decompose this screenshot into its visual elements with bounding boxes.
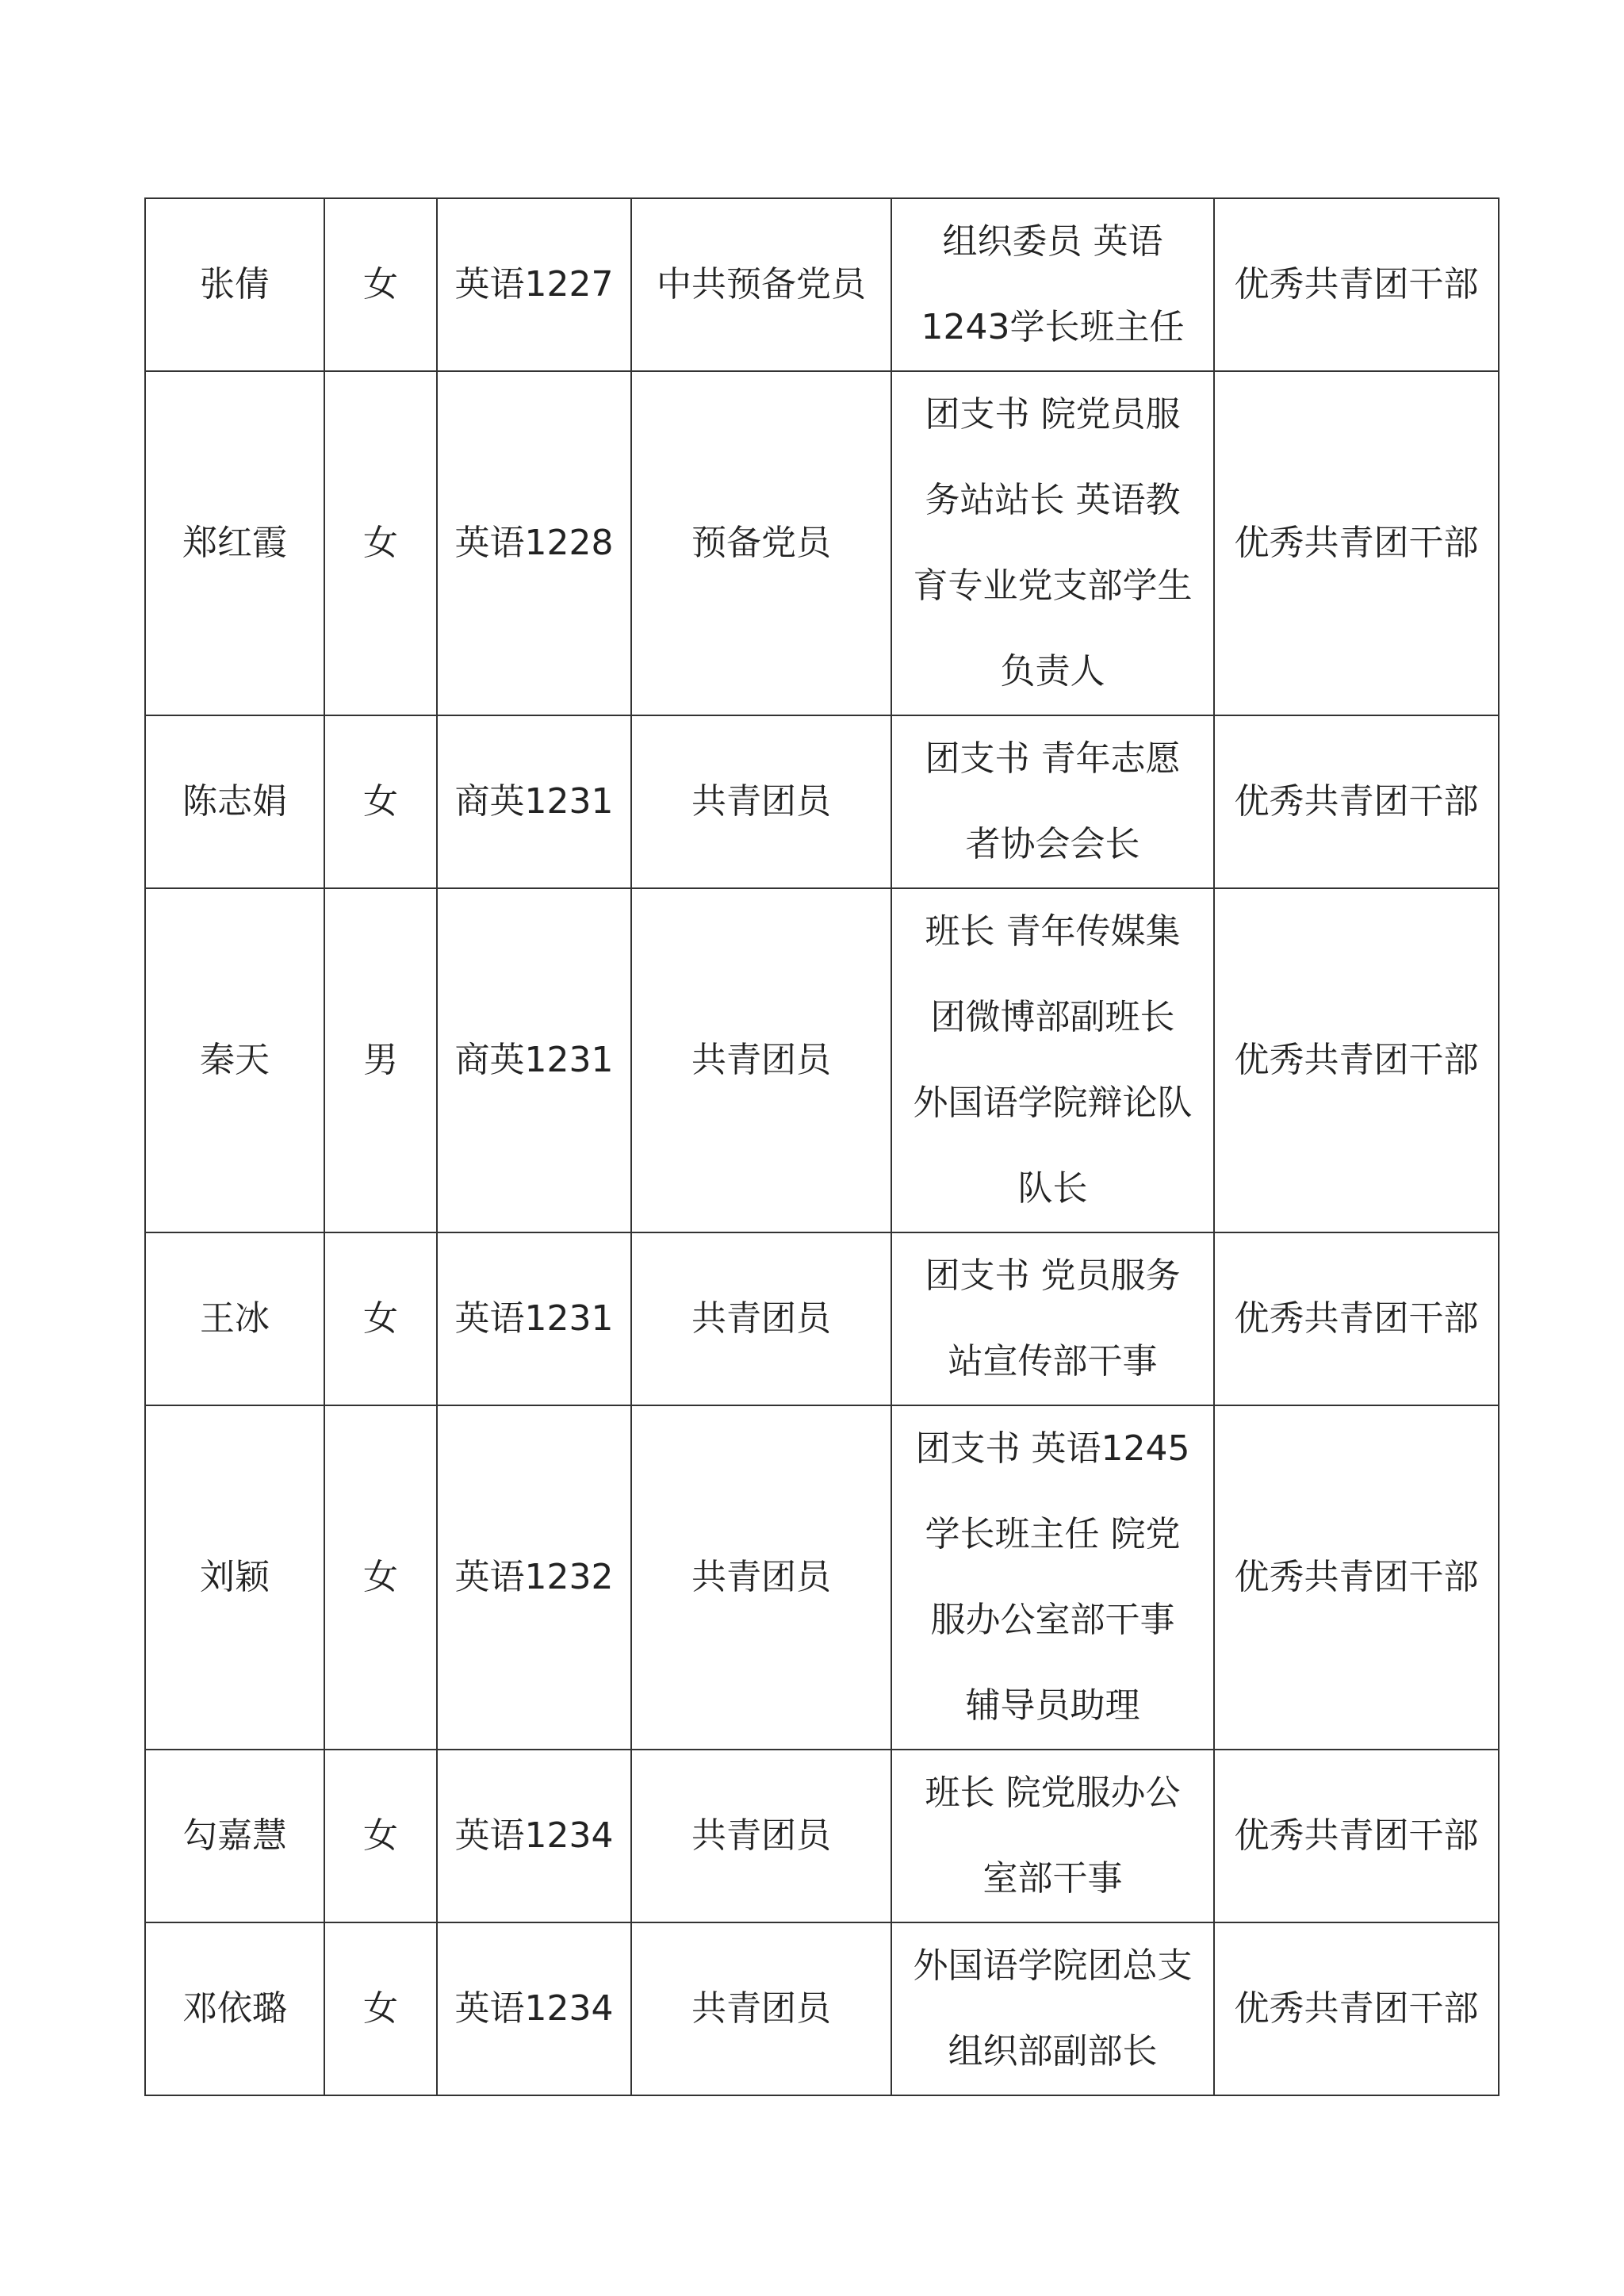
- name-cell: 刘颖: [145, 1405, 324, 1750]
- political-status-cell: 共青团员: [631, 1750, 891, 1922]
- award-roster-table: [144, 197, 1500, 2096]
- position-cell: [891, 1922, 1214, 2095]
- position-line: 外国语学院团总支: [913, 1945, 1193, 1986]
- table-row: [145, 1750, 1499, 1922]
- class-cell: 商英1231: [437, 888, 631, 1232]
- class-cell: 英语1228: [437, 371, 631, 715]
- gender-cell: 女: [324, 1405, 437, 1750]
- position-line: 务站站长 英语教: [925, 480, 1181, 520]
- position-cell: [891, 888, 1214, 1232]
- gender-cell: 女: [324, 1922, 437, 2095]
- table-row: [145, 715, 1499, 888]
- position-line: 团支书 院党员服: [925, 394, 1181, 435]
- position-line: 组织委员 英语: [942, 221, 1163, 262]
- name-cell: 王冰: [145, 1232, 324, 1405]
- political-status-cell: 共青团员: [631, 1922, 891, 2095]
- position-line: 团微博部副班长: [930, 997, 1175, 1037]
- position-cell: [891, 1405, 1214, 1750]
- gender-cell: 女: [324, 715, 437, 888]
- table-row: [145, 1232, 1499, 1405]
- name-cell: 郑红霞: [145, 371, 324, 715]
- gender-cell: 女: [324, 1232, 437, 1405]
- award-cell: 优秀共青团干部: [1214, 1405, 1499, 1750]
- class-cell: 英语1227: [437, 198, 631, 371]
- position-line: 班长 院党服办公: [925, 1773, 1181, 1813]
- position-cell: [891, 371, 1214, 715]
- political-status-cell: 共青团员: [631, 1405, 891, 1750]
- award-cell: 优秀共青团干部: [1214, 1750, 1499, 1922]
- name-cell: 陈志娟: [145, 715, 324, 888]
- position-line: 团支书 青年志愿: [925, 738, 1181, 779]
- position-line: 者协会会长: [965, 824, 1140, 864]
- name-cell: 张倩: [145, 198, 324, 371]
- position-line: 负责人: [1000, 651, 1105, 692]
- political-status-cell: 中共预备党员: [631, 198, 891, 371]
- class-cell: 英语1234: [437, 1922, 631, 2095]
- position-line: 室部干事: [982, 1858, 1123, 1899]
- position-cell: [891, 715, 1214, 888]
- position-line: 站宣传部干事: [948, 1341, 1158, 1382]
- table-row: [145, 371, 1499, 715]
- award-cell: 优秀共青团干部: [1214, 1922, 1499, 2095]
- position-line: 学长班主任 院党: [925, 1514, 1181, 1554]
- position-line: 组织部副部长: [948, 2031, 1158, 2072]
- position-line: 外国语学院辩论队: [913, 1083, 1193, 1123]
- position-line: 团支书 英语1245: [915, 1428, 1190, 1469]
- class-cell: 英语1232: [437, 1405, 631, 1750]
- position-line: 班长 青年传媒集: [925, 911, 1181, 952]
- table-row: [145, 888, 1499, 1232]
- position-cell: [891, 1750, 1214, 1922]
- gender-cell: 女: [324, 1750, 437, 1922]
- award-cell: 优秀共青团干部: [1214, 888, 1499, 1232]
- gender-cell: 女: [324, 371, 437, 715]
- table-row: [145, 1405, 1499, 1750]
- name-cell: 秦天: [145, 888, 324, 1232]
- position-cell: [891, 198, 1214, 371]
- class-cell: 英语1231: [437, 1232, 631, 1405]
- name-cell: 邓依璐: [145, 1922, 324, 2095]
- position-line: 1243学长班主任: [921, 307, 1185, 347]
- political-status-cell: 共青团员: [631, 888, 891, 1232]
- position-line: 辅导员助理: [965, 1685, 1140, 1726]
- position-line: 育专业党支部学生: [913, 565, 1193, 606]
- position-cell: [891, 1232, 1214, 1405]
- gender-cell: 男: [324, 888, 437, 1232]
- position-line: 服办公室部干事: [930, 1600, 1175, 1640]
- award-cell: 优秀共青团干部: [1214, 715, 1499, 888]
- name-cell: 勾嘉慧: [145, 1750, 324, 1922]
- political-status-cell: 共青团员: [631, 1232, 891, 1405]
- class-cell: 商英1231: [437, 715, 631, 888]
- class-cell: 英语1234: [437, 1750, 631, 1922]
- table-row: [145, 198, 1499, 371]
- gender-cell: 女: [324, 198, 437, 371]
- award-cell: 优秀共青团干部: [1214, 1232, 1499, 1405]
- award-cell: 优秀共青团干部: [1214, 371, 1499, 715]
- award-cell: 优秀共青团干部: [1214, 198, 1499, 371]
- position-line: 团支书 党员服务: [925, 1255, 1181, 1296]
- roster-body: [145, 198, 1499, 2095]
- table-row: [145, 1922, 1499, 2095]
- political-status-cell: 共青团员: [631, 715, 891, 888]
- position-line: 队长: [1017, 1168, 1088, 1209]
- political-status-cell: 预备党员: [631, 371, 891, 715]
